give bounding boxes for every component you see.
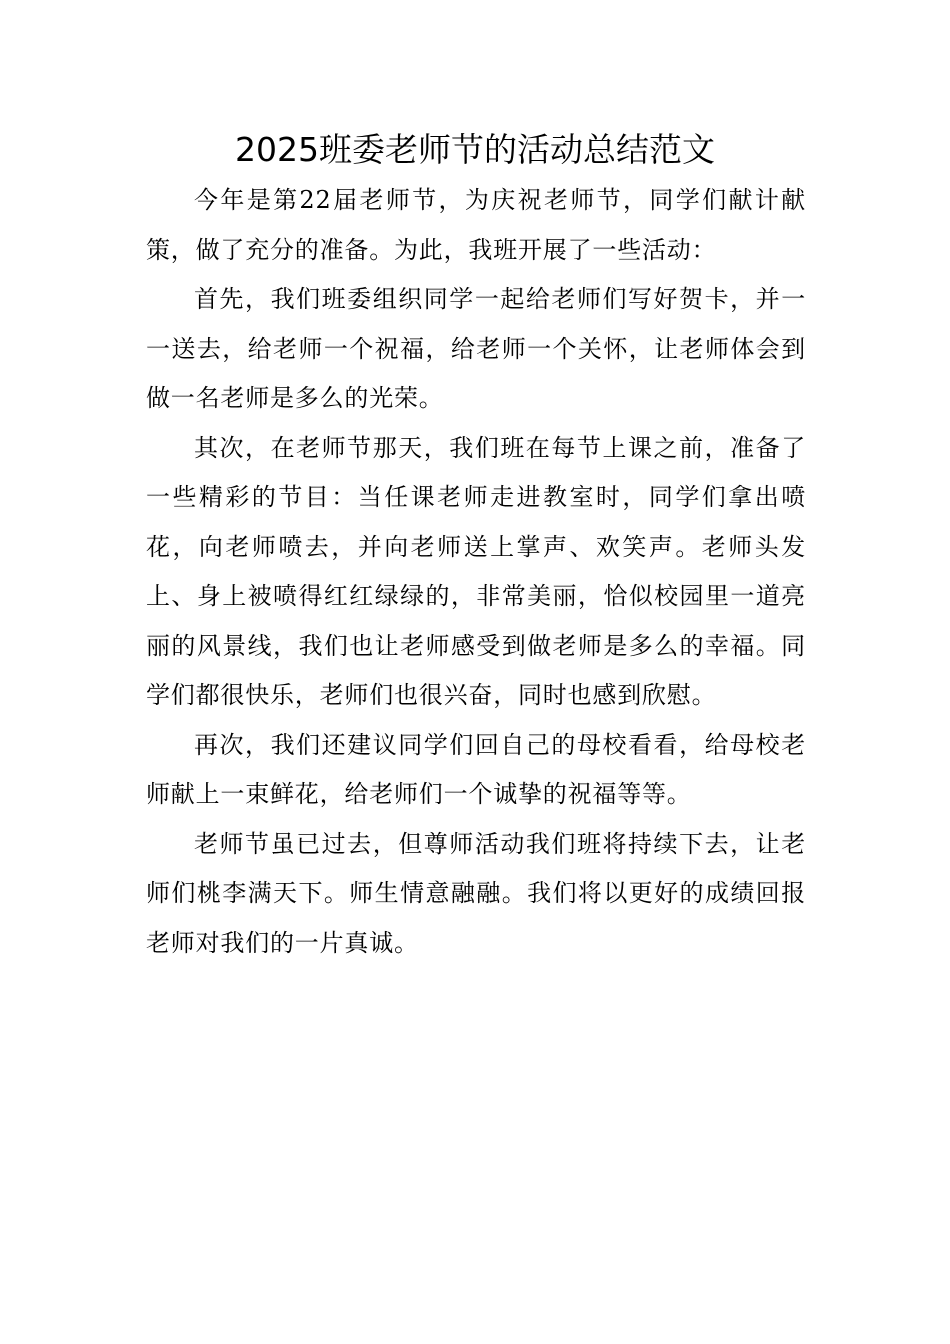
- document-body: [146, 176, 806, 968]
- paragraph-first: 首先，我们班委组织同学一起给老师们写好贺卡，并一一送去，给老师一个祝福，给老师一个关怀，让老师体会到做一名老师是多么的光荣。: [146, 285, 806, 412]
- paragraph-second: 其次，在老师节那天，我们班在每节上课之前，准备了一些精彩的节目：当任课老师走进教室时，同学们拿出喷花，向老师喷去，并向老师送上掌声、欢笑声。老师头发上、身上被喷得红红绿绿的，非常美丽，恰似校园里一道亮丽的风景线，我们也让老师感受到做老师是多么的幸福。同学们都很快乐，老师们也很兴奋，同时也感到欣慰。: [146, 433, 806, 709]
- paragraph-intro: 今年是第22届老师节，为庆祝老师节，同学们献计献策，做了充分的准备。为此，我班开展了一些活动：: [146, 186, 806, 264]
- paragraph-conclusion: 老师节虽已过去，但尊师活动我们班将持续下去，让老师们桃李满天下。师生情意融融。我们将以更好的成绩回报老师对我们的一片真诚。: [146, 829, 806, 957]
- paragraph-third: 再次，我们还建议同学们回自己的母校看看，给母校老师献上一束鲜花，给老师们一个诚挚的祝福等等。: [146, 730, 806, 808]
- document-title: 2025班委老师节的活动总结范文: [235, 130, 715, 169]
